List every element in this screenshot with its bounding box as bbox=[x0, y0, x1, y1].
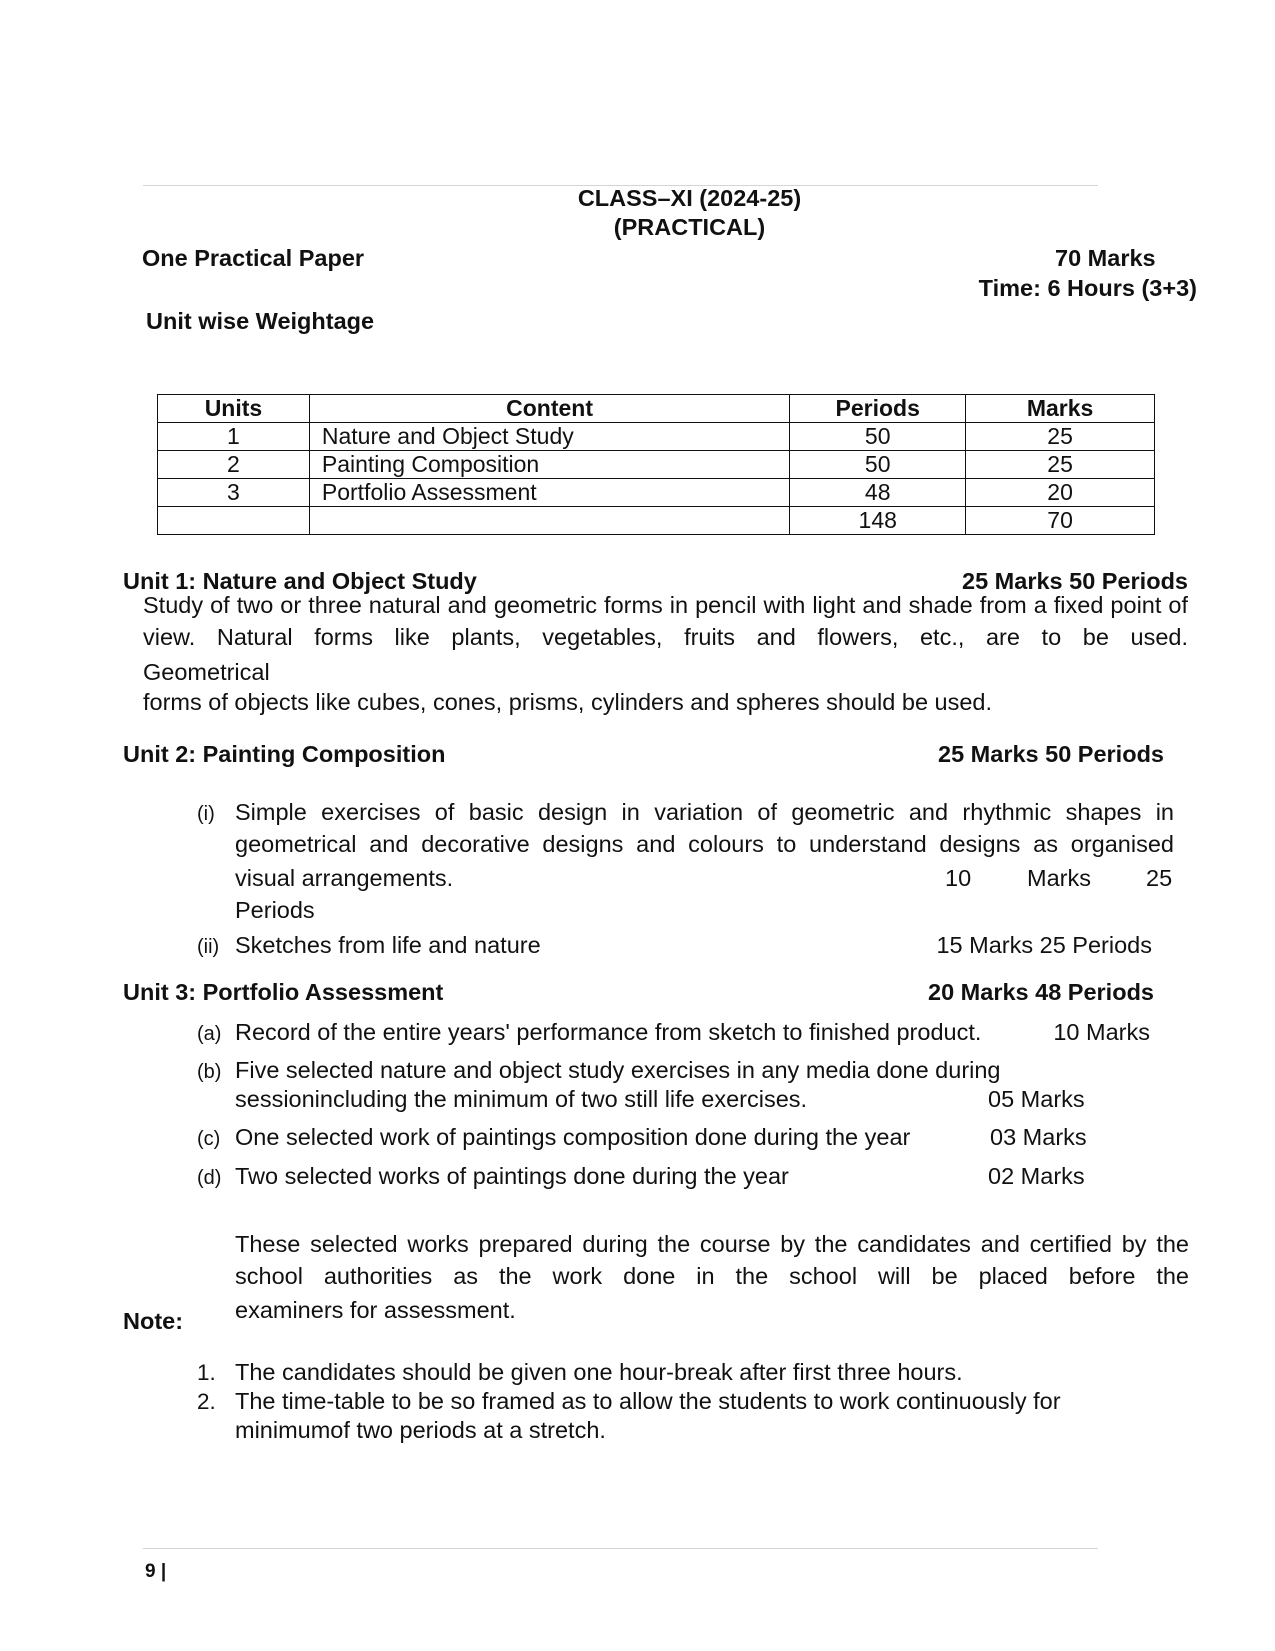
periods-cell: 50 bbox=[790, 423, 966, 451]
note-item-2-text-line2: minimumof two periods at a stretch. bbox=[235, 1417, 606, 1443]
note-item-2-marker: 2. bbox=[197, 1389, 216, 1414]
unit2-item-i-text: Simple exercises of basic design in variation of geometric and rhythmic shapes in geometrical and decorative designs and colours to understand designs as organised bbox=[235, 799, 1174, 857]
footer-rule bbox=[143, 1548, 1098, 1549]
unit3-item-a-marker: (a) bbox=[197, 1023, 222, 1045]
page-number: 9 | bbox=[145, 1561, 167, 1582]
unit3-heading: Unit 3: Portfolio Assessment bbox=[123, 979, 444, 1005]
content-cell: Nature and Object Study bbox=[309, 423, 789, 451]
column-header-units: Units bbox=[158, 395, 310, 423]
table-row bbox=[158, 423, 1155, 451]
unit3-item-b-marker: (b) bbox=[197, 1061, 222, 1083]
unit1-paragraph: Study of two or three natural and geometric forms in pencil with light and shade from a fixed point of view. Natural forms like plants, vegetables, fruits and flowers, etc., are to be used. bbox=[143, 592, 1188, 650]
unit2-item-i-periods-num: 25 bbox=[1146, 865, 1173, 891]
total-marks: 70 Marks bbox=[1055, 245, 1156, 271]
unit3-item-a-text: Record of the entire years' performance from sketch to finished product. bbox=[235, 1019, 982, 1045]
total-periods-cell: 148 bbox=[790, 507, 966, 535]
unit3-item-c-marker: (c) bbox=[197, 1128, 221, 1150]
unit2-item-i-last-line: visual arrangements. bbox=[235, 865, 454, 891]
unit2-item-i-periods-word: Periods bbox=[235, 897, 315, 923]
unit1-meta: 25 Marks 50 Periods bbox=[962, 568, 1188, 594]
periods-cell: 50 bbox=[790, 451, 966, 479]
unit1-paragraph-line4: forms of objects like cubes, cones, prisms, cylinders and spheres should be used. bbox=[143, 689, 993, 715]
unit1-heading: Unit 1: Nature and Object Study bbox=[123, 568, 477, 594]
unit-cell: 2 bbox=[158, 451, 310, 479]
unit3-item-d-marks: 02 Marks bbox=[988, 1163, 1085, 1189]
unit2-item-i-marks-word: Marks bbox=[1027, 865, 1091, 891]
unit2-item-i-marker: (i) bbox=[197, 803, 215, 825]
marks-cell: 20 bbox=[966, 479, 1155, 507]
marks-cell: 25 bbox=[966, 423, 1155, 451]
marks-cell: 25 bbox=[966, 451, 1155, 479]
unit3-meta: 20 Marks 48 Periods bbox=[928, 979, 1154, 1005]
unit2-item-ii-text: Sketches from life and nature bbox=[235, 932, 541, 958]
unit3-item-b-text-line2: sessionincluding the minimum of two still life exercises. bbox=[235, 1086, 808, 1112]
note-item-2-text: The time-table to be so framed as to allow the students to work continuously for bbox=[235, 1388, 1061, 1414]
unit-cell: 3 bbox=[158, 479, 310, 507]
table-row bbox=[158, 479, 1155, 507]
table-row bbox=[158, 451, 1155, 479]
unit2-item-ii-meta: 15 Marks 25 Periods bbox=[936, 932, 1152, 958]
note-paragraph-last-line: examiners for assessment. bbox=[235, 1297, 516, 1323]
unit2-item-ii-marker: (ii) bbox=[197, 936, 220, 958]
unit2-heading: Unit 2: Painting Composition bbox=[123, 741, 446, 767]
column-header-content: Content bbox=[309, 395, 789, 423]
content-cell: Painting Composition bbox=[309, 451, 789, 479]
unit3-item-a-marks: 10 Marks bbox=[1053, 1019, 1150, 1045]
unit3-item-d-marker: (d) bbox=[197, 1167, 222, 1189]
table-header-row bbox=[158, 395, 1155, 423]
note-item-1-text: The candidates should be given one hour-break after first three hours. bbox=[235, 1359, 963, 1385]
weightage-heading: Unit wise Weightage bbox=[146, 308, 375, 334]
column-header-marks: Marks bbox=[966, 395, 1155, 423]
content-cell: Portfolio Assessment bbox=[309, 479, 789, 507]
column-header-periods: Periods bbox=[790, 395, 966, 423]
unit3-item-b-text: Five selected nature and object study exercises in any media done during bbox=[235, 1057, 1001, 1083]
table-total-row bbox=[158, 507, 1155, 535]
weightage-table bbox=[157, 394, 1155, 535]
unit3-item-d-text: Two selected works of paintings done during the year bbox=[235, 1163, 789, 1189]
unit3-item-c-marks: 03 Marks bbox=[990, 1124, 1087, 1150]
exam-time: Time: 6 Hours (3+3) bbox=[978, 275, 1197, 301]
practical-subtitle: (PRACTICAL) bbox=[613, 214, 766, 240]
unit3-item-b-marks: 05 Marks bbox=[988, 1086, 1085, 1112]
note-item-1-marker: 1. bbox=[197, 1360, 216, 1385]
class-title: CLASS–XI (2024-25) bbox=[577, 185, 802, 211]
periods-cell: 48 bbox=[790, 479, 966, 507]
unit1-paragraph-line3: Geometrical bbox=[143, 659, 270, 685]
total-marks-cell: 70 bbox=[966, 507, 1155, 535]
content-cell bbox=[309, 507, 789, 535]
unit3-item-c-text: One selected work of paintings composition done during the year bbox=[235, 1124, 911, 1150]
note-label: Note: bbox=[123, 1308, 184, 1334]
unit2-item-i-marks-num: 10 bbox=[945, 865, 972, 891]
note-paragraph: These selected works prepared during the course by the candidates and certified by the school authorities as the work done in the school will be placed before the bbox=[235, 1231, 1189, 1289]
unit-cell: 1 bbox=[158, 423, 310, 451]
unit-cell bbox=[158, 507, 310, 535]
paper-label: One Practical Paper bbox=[142, 245, 365, 271]
unit2-meta: 25 Marks 50 Periods bbox=[938, 741, 1164, 767]
